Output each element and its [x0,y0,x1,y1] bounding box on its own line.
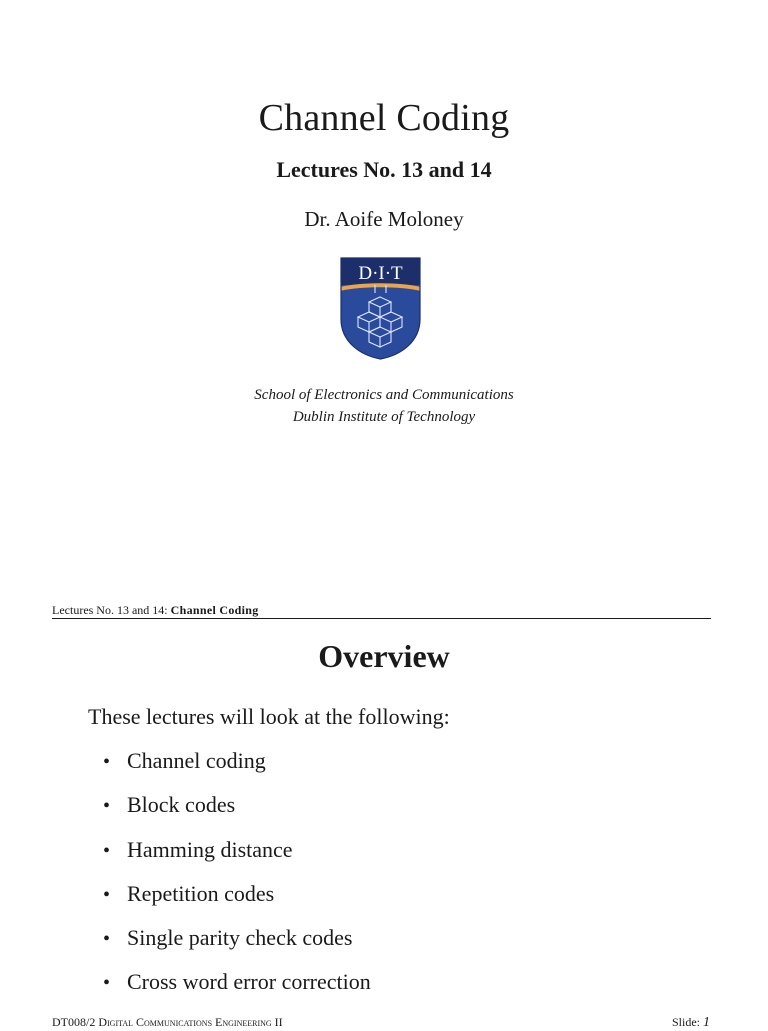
logo-text: D·I·T [358,263,403,284]
bullet-icon: • [103,751,111,773]
bullet-icon: • [103,928,111,951]
bullet-icon: • [103,883,111,906]
list-item [103,880,371,924]
list-item [103,968,371,1012]
dit-logo [340,257,421,360]
author-name: Dr. Aoife Moloney [304,207,464,231]
slide-subtitle: Lectures No. 13 and 14 [276,157,492,182]
footer-slide-value: 1 [703,1015,710,1030]
running-header [52,603,259,618]
list-item [103,924,371,968]
running-header-topic: Channel Coding [170,603,259,617]
list-item-text: Channel coding [127,748,266,773]
affiliation-school: School of Electronics and Communications [254,387,514,403]
footer-course: DT008/2 Digital Communications Engineering II [52,1015,283,1029]
list-item-text: Cross word error correction [127,969,371,995]
bullet-icon: • [103,795,111,818]
header-divider [52,618,711,619]
list-item-text: Block codes [127,792,236,818]
footer-slide-number [672,1015,710,1031]
list-item-text: Repetition codes [127,880,275,906]
list-item [103,836,371,880]
affiliation-institute: Dublin Institute of Technology [292,409,476,425]
list-item [103,747,371,791]
overview-heading: Overview [318,638,450,674]
bullet-icon: • [103,972,111,995]
intro-text: These lectures will look at the following: [88,704,450,729]
footer-slide-label: Slide: [671,1015,700,1029]
overview-bullet-list [103,747,371,1013]
list-item-text: Hamming distance [127,836,293,862]
list-item [103,791,371,835]
slide-title: Channel Coding [258,97,510,139]
running-header-prefix: Lectures No. 13 and 14: [52,603,168,617]
list-item-text: Single parity check codes [127,925,353,951]
bullet-icon: • [103,839,111,862]
